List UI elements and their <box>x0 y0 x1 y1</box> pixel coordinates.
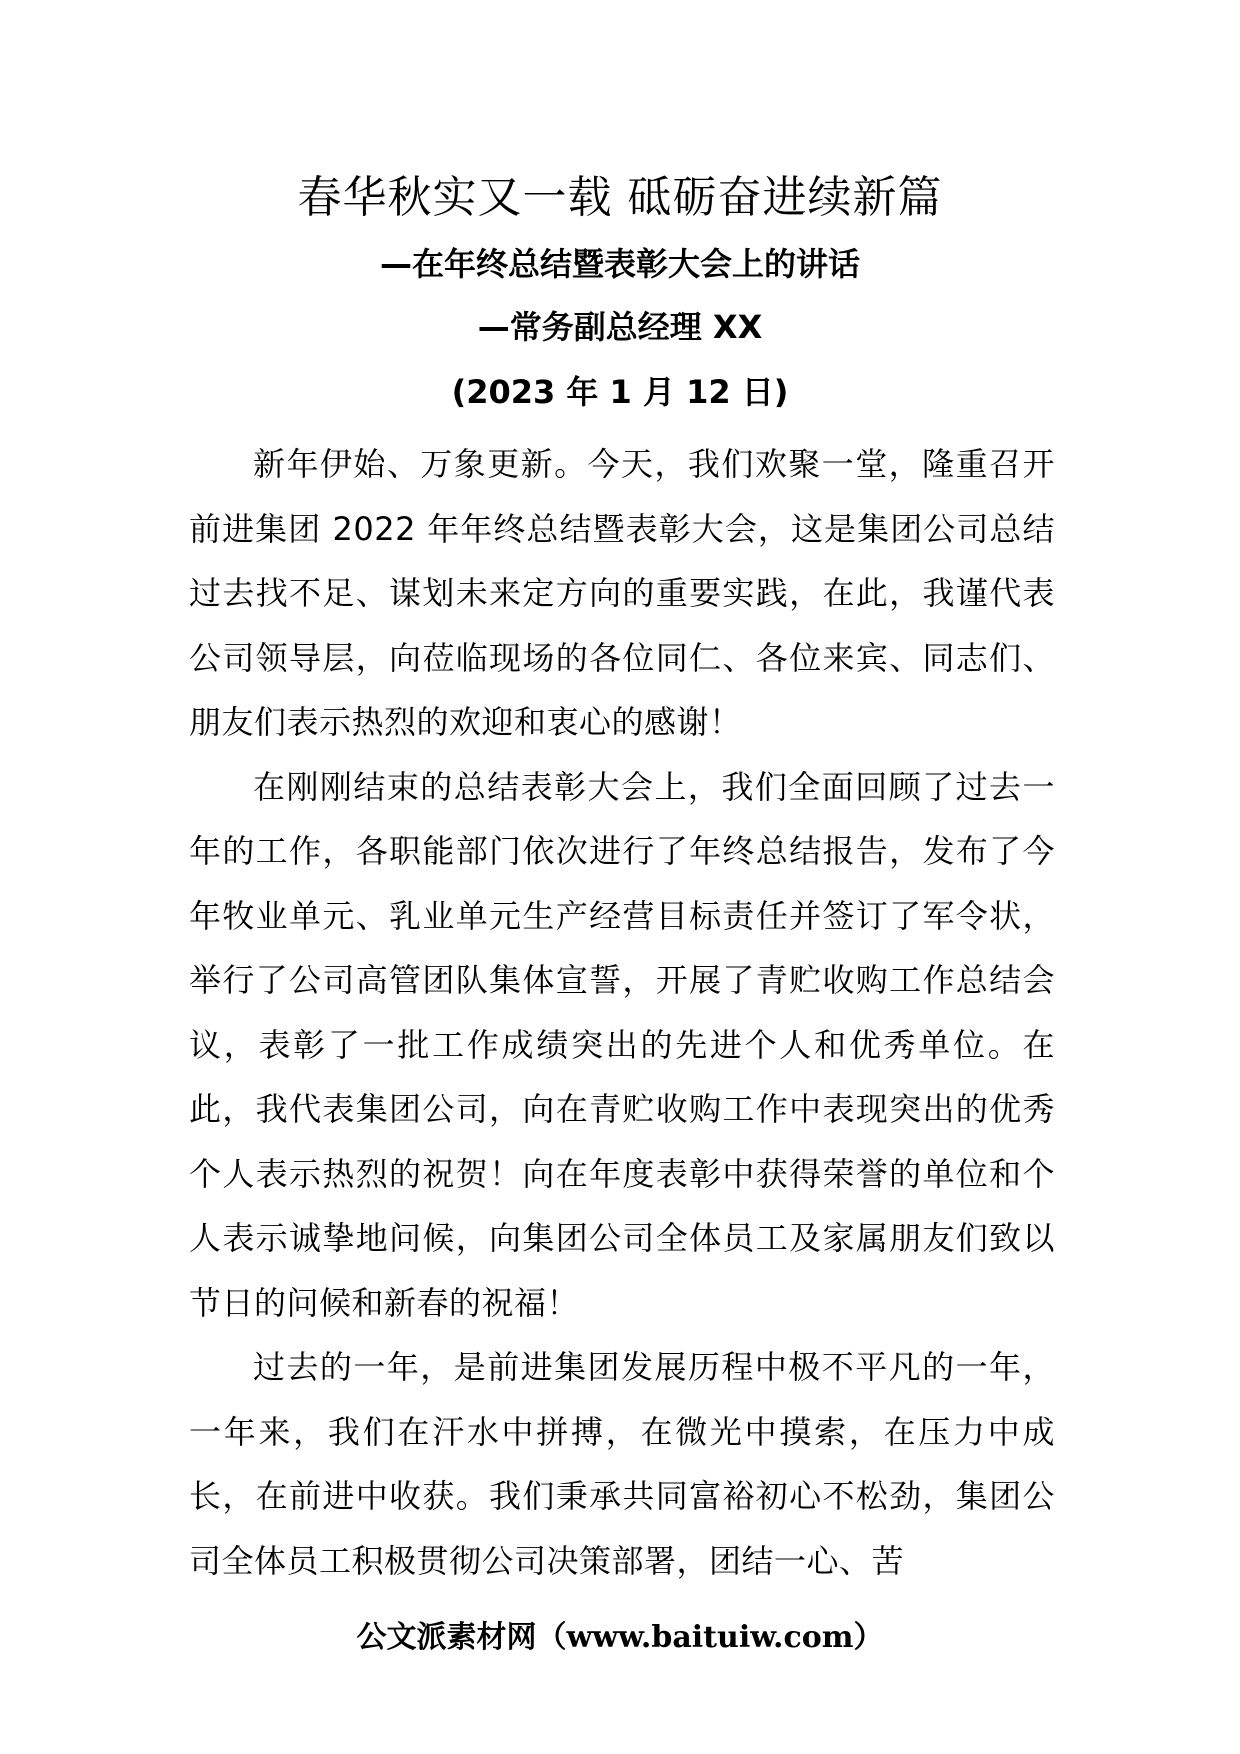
footer-watermark: 公文派素材网（www.baituiw.com） <box>356 1620 884 1655</box>
document-body <box>189 432 1055 1593</box>
body-paragraph: 过去的一年，是前进集团发展历程中极不平凡的一年，一年来，我们在汗水中拼搏，在微光中摸索，在压力中成长，在前进中收获。我们秉承共同富裕初心不松劲，集团公司全体员工积极贯彻公司决策部署，团结一心、苦 <box>189 1348 1055 1580</box>
document-title: 春华秋实又一载 砥砺奋进续新篇 <box>297 172 943 223</box>
body-paragraph: 新年伊始、万象更新。今天，我们欢聚一堂，隆重召开前进集团 2022 年年终总结暨表彰大会，这是集团公司总结过去找不足、谋划未来定方向的重要实践，在此，我谨代表公司领导层，向莅临现场的各位同仁、各位来宾、同志们、朋友们表示热烈的欢迎和衷心的感谢！ <box>189 445 1055 741</box>
speech-occasion: —在年终总结暨表彰大会上的讲话 <box>379 245 860 283</box>
speaker-line: —常务副总经理 XX <box>477 308 763 346</box>
body-paragraph: 在刚刚结束的总结表彰大会上，我们全面回顾了过去一年的工作，各职能部门依次进行了年终总结报告，发布了今年牧业单元、乳业单元生产经营目标责任并签订了军令状，举行了公司高管团队集体宣誓，开展了青贮收购工作总结会议，表彰了一批工作成绩突出的先进个人和优秀单位。在此，我代表集团公司，向在青贮收购工作中表现突出的优秀个人表示热烈的祝贺！向在年度表彰中获得荣誉的单位和个人表示诚挚地问候，向集团公司全体员工及家属朋友们致以节日的问候和新春的祝福！ <box>189 767 1055 1322</box>
speech-date: (2023 年 1 月 12 日) <box>451 373 789 411</box>
